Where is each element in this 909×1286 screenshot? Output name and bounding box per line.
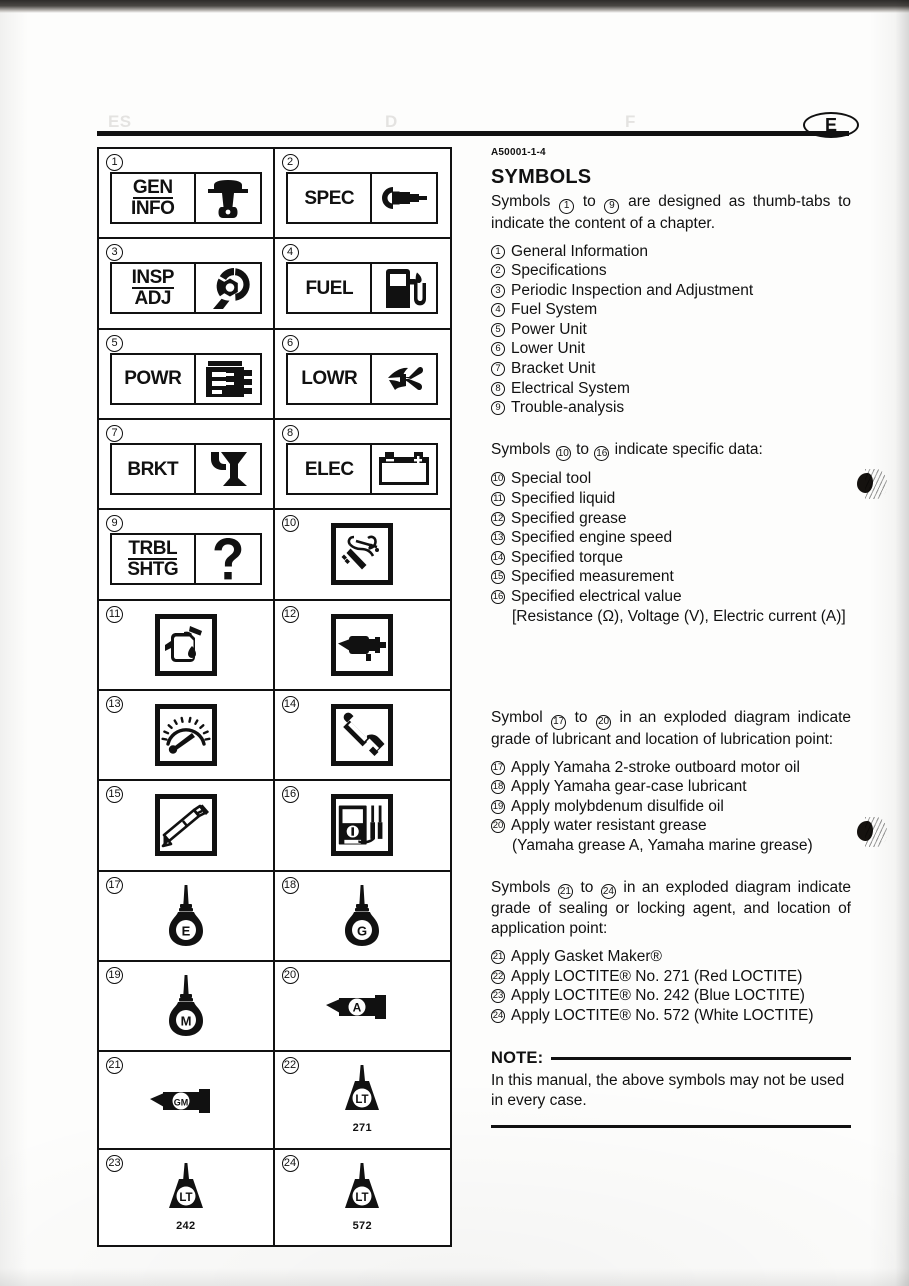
symbol-number: 4 — [282, 244, 299, 261]
scan-right-fold — [895, 0, 909, 1286]
chapter-item — [491, 320, 851, 340]
loctite-bottle-icon — [338, 1065, 386, 1134]
chapter-item — [491, 359, 851, 379]
lubricant-list — [491, 758, 851, 836]
micrometer-icon — [372, 174, 436, 222]
thumbtab-label — [112, 174, 196, 222]
thumbtab — [110, 262, 262, 314]
lubricant-item-label: Apply molybdenum disulfide oil — [511, 797, 724, 815]
question-mark-icon — [196, 535, 260, 583]
thumbtab-label-line: GEN — [132, 177, 173, 199]
chapter-item — [491, 261, 851, 281]
symbol-number: 8 — [282, 425, 299, 442]
intro-to-word: to — [582, 193, 596, 210]
heading-post: indicate specific data: — [614, 440, 763, 458]
note-rule — [551, 1057, 851, 1060]
outboard-motor-icon — [196, 174, 260, 222]
specific-data-list — [491, 469, 851, 606]
thumbtab — [286, 172, 438, 224]
symbol-number: 2 — [282, 154, 299, 171]
specific-data-item-label: Specified engine speed — [511, 529, 673, 547]
thumbtab-label-line: SPEC — [304, 187, 355, 209]
oil-can-icon — [155, 614, 217, 676]
heading-mid: to — [580, 878, 594, 896]
specific-data-item-label: Specified electrical value — [511, 587, 682, 605]
circled-number: 12 — [492, 512, 504, 524]
sealing-item-label: Apply LOCTITE® No. 271 (Red LOCTITE) — [511, 967, 803, 985]
symbol-number: 16 — [282, 786, 299, 803]
wrench-icon — [196, 264, 260, 312]
specific-data-item — [491, 509, 851, 529]
thumbtab-label-line: ADJ — [134, 288, 171, 310]
sealing-item — [491, 947, 851, 967]
circled-number: 19 — [492, 800, 504, 812]
symbol-cell-6 — [275, 330, 451, 420]
chapter-item-label: Trouble-analysis — [511, 399, 625, 417]
circled-number: 21 — [492, 951, 504, 963]
thumbtab-label-line: SHTG — [127, 559, 179, 581]
symbol-cell-18 — [275, 872, 451, 962]
thumbtab-label-line: ELEC — [304, 458, 354, 480]
symbol-cell-4 — [275, 239, 451, 329]
heading-pre: Symbols — [491, 878, 551, 896]
circled-number: 20 — [596, 715, 611, 730]
symbol-number: 19 — [106, 967, 123, 984]
circled-number: 14 — [492, 551, 504, 563]
symbol-grid — [97, 147, 452, 1247]
chapter-item-label: Fuel System — [511, 301, 598, 319]
engine-block-icon — [196, 355, 260, 403]
bottle-caption: 242 — [176, 1219, 196, 1232]
symbol-cell-19 — [99, 962, 275, 1052]
symbol-number: 14 — [282, 696, 299, 713]
symbol-cell-2 — [275, 149, 451, 239]
heading-post: in an exploded diagram indicate grade of sealing or locking agent, and location of application point: — [491, 878, 851, 938]
specific-data-item-label: Specified grease — [511, 509, 627, 527]
svg-text:GM: GM — [173, 1097, 188, 1108]
heading-pre: Symbol — [491, 709, 543, 727]
chapter-item — [491, 281, 851, 301]
thumbtab — [110, 443, 262, 495]
thumbtab-label — [112, 264, 196, 312]
symbol-number: 3 — [106, 244, 123, 261]
symbol-cell-17 — [99, 872, 275, 962]
torque-wrench-icon — [331, 704, 393, 766]
thumbtab — [286, 353, 438, 405]
symbol-cell-10 — [275, 510, 451, 600]
battery-icon — [372, 445, 436, 493]
symbol-cell-24 — [275, 1150, 451, 1245]
circled-number: 5 — [491, 323, 505, 337]
svg-text:E: E — [181, 923, 191, 939]
circled-number: 16 — [594, 446, 609, 461]
circled-number: 15 — [492, 571, 504, 583]
scan-bottom-shadow — [0, 1268, 909, 1286]
chapter-list — [491, 242, 851, 418]
scan-top-shadow — [0, 0, 909, 13]
symbol-number: 21 — [106, 1057, 123, 1074]
symbol-number: 7 — [106, 425, 123, 442]
circled-number: 11 — [491, 492, 505, 506]
chapter-item-label: Power Unit — [511, 320, 587, 338]
circled-number: 4 — [491, 303, 505, 317]
fuel-pump-icon — [372, 264, 436, 312]
circled-number: 18 — [492, 781, 504, 793]
thumbtab-label — [288, 174, 372, 222]
symbol-number: 17 — [106, 877, 123, 894]
lubricant-item-label: Apply Yamaha 2-stroke outboard motor oil — [511, 758, 800, 776]
circled-number: 9 — [491, 401, 505, 415]
symbol-number: 12 — [282, 606, 299, 623]
lubricant-item — [491, 816, 851, 836]
heading-pre: Symbols — [491, 440, 551, 458]
specific-data-item — [491, 567, 851, 587]
heading-mid: to — [576, 440, 589, 458]
symbol-cell-9 — [99, 510, 275, 600]
loctite-bottle-icon — [338, 1163, 386, 1232]
svg-text:G: G — [357, 923, 368, 939]
circled-number: 22 — [492, 970, 504, 982]
thumbtab-label — [112, 355, 196, 403]
symbol-number: 6 — [282, 335, 299, 352]
vernier-caliper-icon — [155, 794, 217, 856]
circled-number: 3 — [491, 284, 505, 298]
electrical-value-footnote: [Resistance (Ω), Voltage (V), Electric current (A)] — [512, 607, 846, 625]
thumbtab — [110, 353, 262, 405]
thumbtab-label — [288, 355, 372, 403]
symbol-number: 10 — [282, 515, 299, 532]
lubricant-item — [491, 777, 851, 797]
circled-number: 10 — [492, 473, 504, 485]
sealing-item — [491, 1006, 851, 1026]
bottle-caption: 271 — [352, 1122, 372, 1135]
thumbtab — [286, 443, 438, 495]
chapter-item-label: General Information — [511, 242, 648, 260]
bottle-caption: 572 — [352, 1219, 372, 1232]
circled-number: 10 — [556, 446, 571, 461]
symbol-cell-22 — [275, 1052, 451, 1149]
specific-data-item-label: Specified torque — [511, 548, 624, 566]
thumbtab-label — [288, 264, 372, 312]
thumbtab-label-line: FUEL — [305, 277, 354, 299]
symbol-number: 24 — [282, 1155, 299, 1172]
page-edge-thumb-tab — [853, 467, 883, 501]
oil-bottle-icon — [162, 885, 210, 947]
svg-text:LT: LT — [355, 1094, 369, 1107]
intro-post: are designed as thumb-tabs to indicate the content of a chapter. — [491, 193, 851, 232]
svg-text:LT: LT — [355, 1191, 369, 1204]
thumbtab-label-line: BRKT — [127, 458, 179, 480]
circled-number: 23 — [492, 990, 504, 1002]
intro-paragraph — [491, 192, 851, 234]
document-code: A50001-1-4 — [491, 147, 546, 158]
svg-text:LT: LT — [179, 1191, 193, 1204]
circled-number: 1 — [491, 245, 505, 259]
sealing-item-label: Apply Gasket Maker® — [511, 948, 662, 966]
note-bottom-rule — [491, 1125, 851, 1128]
chapter-item — [491, 242, 851, 262]
language-tab: E — [803, 112, 859, 138]
symbol-cell-13 — [99, 691, 275, 781]
symbol-cell-15 — [99, 781, 275, 871]
symbol-number: 15 — [106, 786, 123, 803]
symbol-cell-16 — [275, 781, 451, 871]
circled-number: 21 — [558, 884, 573, 899]
chapter-item-label: Electrical System — [511, 379, 630, 397]
chapter-item — [491, 398, 851, 418]
symbol-cell-7 — [99, 420, 275, 510]
note-body: In this manual, the above symbols may not be used in every case. — [491, 1072, 845, 1110]
grease-gun-icon — [331, 614, 393, 676]
symbol-number: 1 — [106, 154, 123, 171]
chapter-item-label: Lower Unit — [511, 340, 586, 358]
circled-number: 8 — [491, 382, 505, 396]
multimeter-icon — [331, 794, 393, 856]
symbol-cell-21 — [99, 1052, 275, 1149]
specific-data-block — [491, 440, 851, 626]
svg-text:A: A — [352, 1000, 362, 1015]
symbol-number: 22 — [282, 1057, 299, 1074]
thumbtab — [110, 172, 262, 224]
symbol-cell-12 — [275, 601, 451, 691]
chapter-item — [491, 300, 851, 320]
symbol-number: 20 — [282, 967, 299, 984]
loctite-bottle-icon — [162, 1163, 210, 1232]
specific-data-heading — [491, 440, 851, 462]
circled-number: 16 — [492, 590, 504, 602]
symbol-cell-8 — [275, 420, 451, 510]
snap-ring-pliers-icon — [331, 523, 393, 585]
chapter-item-label: Specifications — [511, 262, 607, 280]
chapter-item-label: Periodic Inspection and Adjustment — [511, 281, 754, 299]
symbol-number: 18 — [282, 877, 299, 894]
sealing-item-label: Apply LOCTITE® No. 242 (Blue LOCTITE) — [511, 987, 805, 1005]
thumbtab-label-line: TRBL — [128, 538, 178, 560]
lubricant-block — [491, 708, 851, 855]
page-title: SYMBOLS — [491, 166, 592, 188]
grease-tube-icon — [148, 1084, 224, 1116]
symbol-number: 13 — [106, 696, 123, 713]
page-edge-thumb-tab — [853, 815, 883, 849]
specific-data-item — [491, 548, 851, 568]
lubricant-item-label: Apply water resistant grease — [511, 817, 707, 835]
lubricant-item — [491, 758, 851, 778]
circled-number: 2 — [491, 264, 505, 278]
specific-data-item-label: Special tool — [511, 470, 592, 488]
chapter-item — [491, 339, 851, 359]
specific-data-item-label: Specified liquid — [511, 489, 616, 507]
note-label: NOTE: — [491, 1049, 544, 1068]
circled-number: 24 — [601, 884, 616, 899]
symbol-cell-11 — [99, 601, 275, 691]
thumbtab — [110, 533, 262, 585]
sealing-item — [491, 986, 851, 1006]
thumbtab-label-line: POWR — [124, 368, 182, 390]
content-column — [491, 166, 851, 1128]
chapter-item-label: Bracket Unit — [511, 360, 596, 378]
circled-number: 24 — [492, 1009, 504, 1021]
oil-bottle-icon — [338, 885, 386, 947]
heading-post: in an exploded diagram indicate grade of lubricant and location of lubrication point: — [491, 709, 851, 748]
symbol-number: 9 — [106, 515, 123, 532]
chapter-item — [491, 379, 851, 399]
symbol-number: 11 — [106, 606, 123, 623]
bracket-clamp-icon — [196, 445, 260, 493]
thumbtab-label-line: LOWR — [301, 368, 358, 390]
circled-number: 17 — [551, 715, 566, 730]
sealing-item — [491, 967, 851, 987]
oil-bottle-icon — [162, 975, 210, 1037]
sealing-item-label: Apply LOCTITE® No. 572 (White LOCTITE) — [511, 1006, 814, 1024]
specific-data-item — [491, 489, 851, 509]
grease-tube-icon — [324, 990, 400, 1022]
circled-number: 7 — [491, 362, 505, 376]
specific-data-item — [491, 528, 851, 548]
specific-data-item — [491, 469, 851, 489]
circled-number: 20 — [492, 820, 504, 832]
thumbtab — [286, 262, 438, 314]
circled-number: 13 — [492, 532, 504, 544]
symbol-number: 5 — [106, 335, 123, 352]
circled-number: 1 — [559, 199, 574, 214]
heading-mid: to — [574, 709, 588, 727]
thumbtab-label — [112, 535, 196, 583]
specific-data-item-label: Specified measurement — [511, 568, 674, 586]
thumbtab-label — [112, 445, 196, 493]
symbol-cell-14 — [275, 691, 451, 781]
propeller-icon — [372, 355, 436, 403]
symbol-cell-23 — [99, 1150, 275, 1245]
circled-number: 17 — [492, 761, 504, 773]
circled-number: 6 — [491, 342, 505, 356]
lubricant-heading — [491, 708, 851, 750]
tachometer-icon — [155, 704, 217, 766]
lubricant-item-label: Apply Yamaha gear-case lubricant — [511, 778, 747, 796]
symbol-number: 23 — [106, 1155, 123, 1172]
lubricant-subnote: (Yamaha grease A, Yamaha marine grease) — [512, 836, 813, 854]
header-rule — [97, 131, 849, 136]
note-header — [491, 1049, 851, 1068]
symbol-cell-20 — [275, 962, 451, 1052]
lubricant-item — [491, 797, 851, 817]
circled-number: 9 — [604, 199, 619, 214]
sealing-heading — [491, 878, 851, 940]
intro-pre: Symbols — [491, 193, 551, 210]
symbol-cell-5 — [99, 330, 275, 420]
symbol-cell-1 — [99, 149, 275, 239]
thumbtab-label-line: INSP — [131, 267, 174, 289]
sealing-block — [491, 878, 851, 1026]
thumbtab-label — [288, 445, 372, 493]
specific-data-item — [491, 587, 851, 607]
thumbtab-label-line: INFO — [131, 198, 175, 220]
sealing-list — [491, 947, 851, 1025]
symbol-cell-3 — [99, 239, 275, 329]
svg-text:M: M — [180, 1013, 192, 1029]
